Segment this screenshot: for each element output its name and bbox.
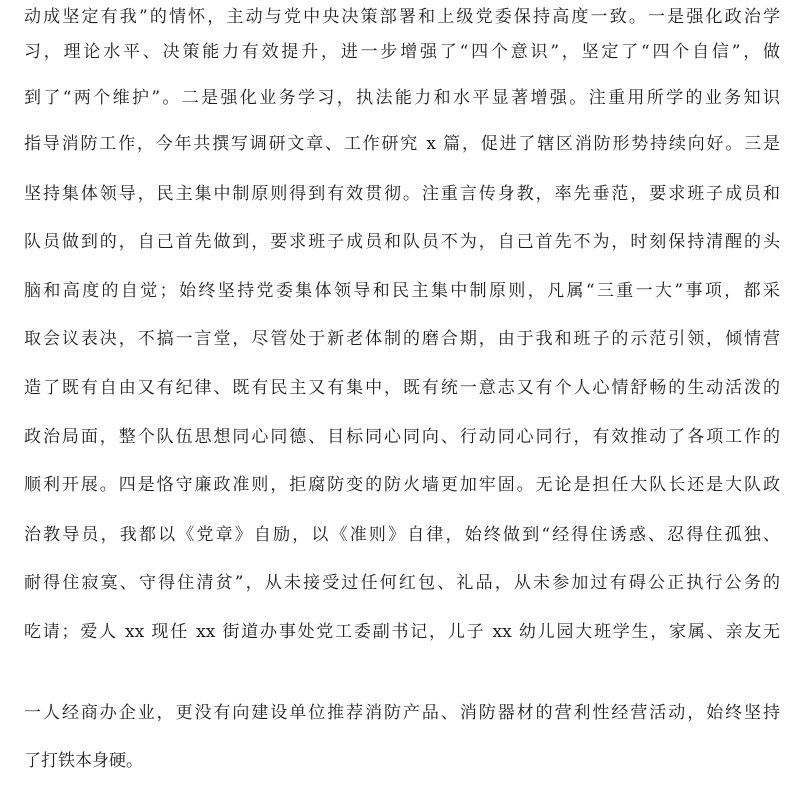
text-line-3: 到了“两个维护”。二是强化业务学习，执法能力和水平显著增强。注重用所学的业务知识 [24, 88, 780, 108]
text-line-10: 政治局面，整个队伍思想同心同德、目标同心同向、行动同心同行，有效推动了各项工作的 [24, 427, 780, 447]
text-line-13: 耐得住寂寞、守得住清贫”，从未接受过任何红包、礼品，从未参加过有碍公正执行公务的 [24, 573, 780, 593]
text-line-6: 队员做到的，自己首先做到，要求班子成员和队员不为，自己首先不为，时刻保持清醒的头 [24, 232, 780, 252]
text-line-14: 吃请；爱人 xx 现任 xx 街道办事处党工委副书记，儿子 xx 幼儿园大班学生，家属、亲友无 [24, 622, 780, 642]
text-line-1: 动成坚定有我”的情怀，主动与党中央决策部署和上级党委保持高度一致。一是强化政治学 [24, 7, 780, 27]
text-line-5: 坚持集体领导，民主集中制原则得到有效贯彻。注重言传身教，率先垂范，要求班子成员和 [24, 184, 780, 204]
text-line-11: 顺利开展。四是恪守廉政准则，拒腐防变的防火墙更加牢固。无论是担任大队长还是大队政 [24, 475, 780, 495]
text-line-15: 一人经商办企业，更没有向建设单位推荐消防产品、消防器材的营利性经营活动，始终坚持 [24, 703, 780, 723]
text-line-12: 治教导员，我都以《党章》自励，以《准则》自律，始终做到“经得住诱惑、忍得住孤独、 [24, 525, 780, 545]
text-line-8: 取会议表决，不搞一言堂，尽管处于新老体制的磨合期，由于我和班子的示范引领，倾情营 [24, 329, 780, 349]
text-line-9: 造了既有自由又有纪律、既有民主又有集中，既有统一意志又有个人心情舒畅的生动活泼的 [24, 378, 780, 398]
text-line-2: 习，理论水平、决策能力有效提升，进一步增强了“四个意识”，坚定了“四个自信”，做 [24, 42, 780, 62]
text-line-16: 了打铁本身硬。 [24, 751, 143, 771]
text-line-4: 指导消防工作，今年共撰写调研文章、工作研究 x 篇，促进了辖区消防形势持续向好。三是 [24, 134, 780, 154]
text-line-7: 脑和高度的自觉；始终坚持党委集体领导和民主集中制原则，凡属“三重一大”事项，都采 [24, 281, 780, 301]
